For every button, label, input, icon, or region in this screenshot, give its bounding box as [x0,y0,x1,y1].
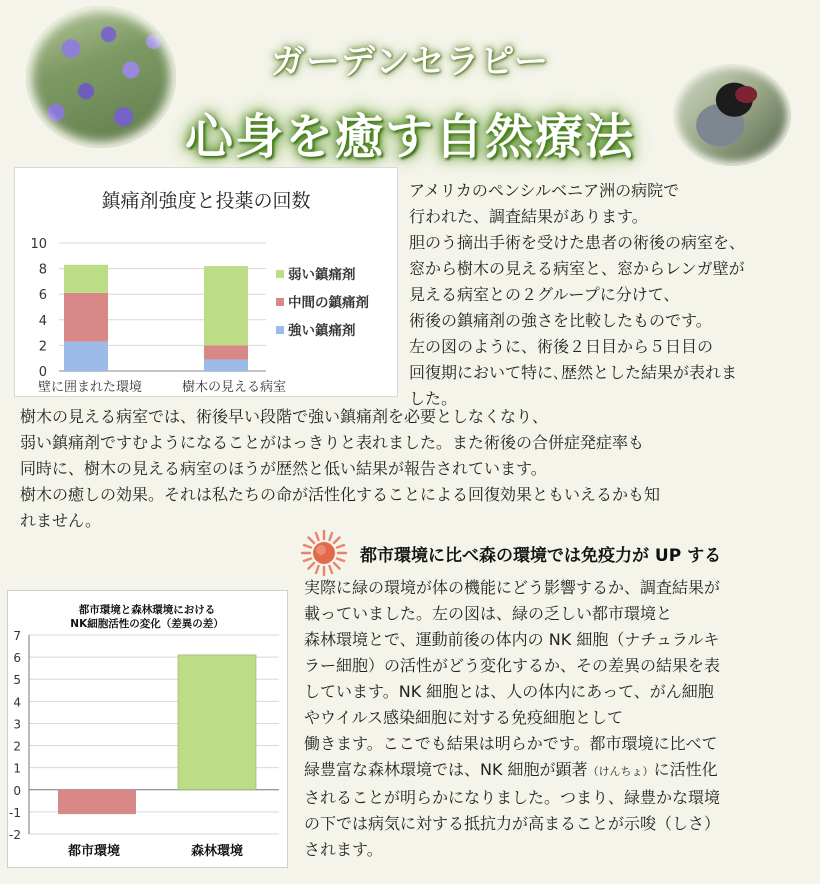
legend-label: 弱い鎮痛剤 [288,267,356,283]
text-line: しています。NK 細胞とは、人の体内にあって、がん細胞 [304,682,714,701]
text-line [304,757,814,785]
text-line: 見える病室との２グループに分けて、 [409,285,680,304]
text-line: 弱い鎮痛剤ですむようになることがはっきりと表れました。また術後の合併症発症率も [20,433,645,452]
text-line: の下では病気に対する抵抗力が高まることが示唆（しさ） [304,814,721,833]
sun-icon [300,529,348,577]
text-line: 載っていました。左の図は、緑の乏しい都市環境と [304,604,673,623]
legend-label: 強い鎮痛剤 [288,323,356,339]
y-tick-label: 0 [13,783,21,798]
bar [178,655,256,790]
legend-swatch [276,270,284,278]
text-segment: に活性化 [653,760,718,779]
reading-note: （けんちょ） [587,765,654,778]
x-tick-label: 都市環境 [67,844,121,859]
bar-segment [64,342,108,371]
x-tick-label: 壁に囲まれた環境 [37,380,143,395]
legend-swatch [276,298,284,306]
bar-segment [64,265,108,293]
text-line: した。 [409,389,458,408]
nk-cell-chart-plot [7,590,288,868]
text-line: 左の図のように、術後２日目から５日目の [409,337,714,356]
text-line: やウイルス感染細胞に対する免疫細胞として [304,708,624,727]
bar-segment [204,359,248,371]
analgesic-chart-plot [14,167,398,397]
text-line: 回復期において特に､歴然とした結果が表れま [409,363,738,382]
text-line: 窓から樹木の見える病室と、窓からレンガ壁が [409,259,745,278]
text-segment: 緑豊富な森林環境では、NK 細胞が顕著 [304,760,588,779]
y-tick-label: 3 [13,717,21,732]
y-tick-label: -2 [9,828,21,842]
chart-title-line2: NK細胞活性の変化（差異の差） [70,618,224,630]
text-line: 働きます。ここでも結果は明らかです。都市環境に比べて [304,734,718,753]
y-tick-label: 2 [38,339,47,355]
page-subtitle: ガーデンセラピー [271,42,549,82]
analgesic-chart-title: 鎮痛剤強度と投薬の回数 [101,190,311,212]
text-line: れません。 [20,511,101,530]
bar-segment [204,345,248,359]
y-tick-label: 8 [38,262,47,278]
text-line: 同時に、樹木の見える病室のほうが歴然と低い結果が報告されています。 [20,459,547,478]
text-line: 実際に緑の環境が体の機能にどう影響するか、調査結果が [304,578,721,597]
text-line: 樹木の癒しの効果。それは私たちの命が活性化することによる回復効果ともいえるかも知 [20,485,661,504]
text-line: アメリカのペンシルベニア洲の病院で [409,181,680,200]
bar-segment [204,266,248,345]
text-line: されることが明らかになりました。つまり、緑豊かな環境 [304,788,721,807]
text-line: 術後の鎮痛剤の強さを比較したものです。 [409,311,712,330]
y-tick-label: 1 [13,761,21,776]
bar-segment [64,293,108,342]
legend-swatch [276,326,284,334]
y-tick-label: 2 [13,739,21,754]
paragraph-nk-study [304,575,814,863]
text-line: 森林環境とで、運動前後の体内の NK 細胞（ナチュラルキ [304,630,720,649]
y-tick-label: 10 [30,237,47,252]
section-heading: 都市環境に比べ森の環境では免疫力が UP する [360,546,722,566]
y-tick-label: 0 [38,365,47,380]
text-line: ラー細胞）の活性がどう変化するか、その差異の結果を表 [304,656,721,675]
x-tick-label: 樹木の見える病室 [181,380,287,395]
y-tick-label: 6 [38,288,47,304]
text-line: されます。 [304,840,383,859]
y-tick-label: 6 [13,651,21,666]
paragraph-hospital-study [409,178,809,412]
legend-label: 中間の鎮痛剤 [288,295,369,311]
y-tick-label: 4 [38,313,47,329]
y-tick-label: 5 [13,673,21,688]
bar [58,790,136,814]
y-tick-label: 4 [13,695,21,710]
page-title: 心身を癒す自然療法 [184,109,635,165]
text-line: 胆のう摘出手術を受けた患者の術後の病室を、 [409,233,746,252]
text-line: 樹木の見える病室では、術後早い段階で強い鎮痛剤を必要としなくなり、 [20,407,549,426]
chart-title: 都市環境と森林環境における [78,604,216,616]
x-tick-label: 森林環境 [190,844,244,859]
paragraph-tree-effect [20,404,810,534]
y-tick-label: 7 [13,629,21,643]
text-line: 行われた、調査結果があります。 [409,207,648,226]
y-tick-label: -1 [9,805,21,820]
